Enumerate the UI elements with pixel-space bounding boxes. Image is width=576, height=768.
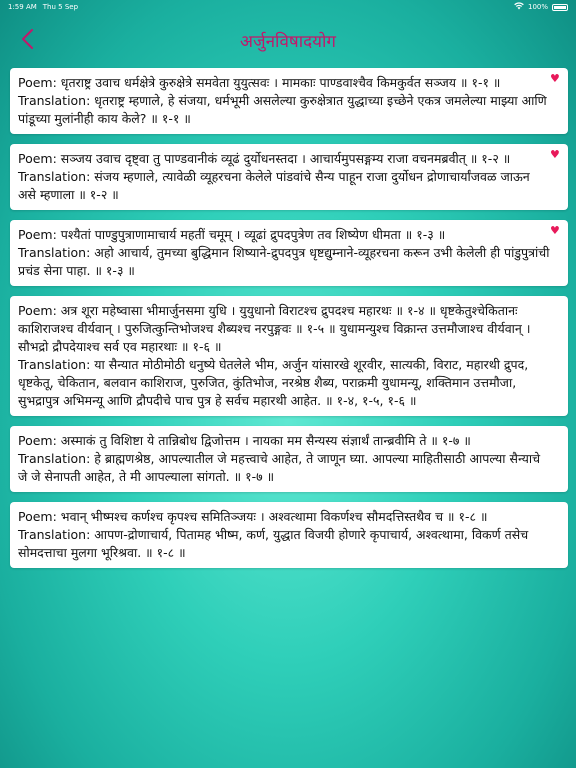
verse-poem: Poem: पश्यैतां पाण्डुपुत्राणामाचार्य महतीं चमूम् । व्यूढां द्रुपदपुत्रेण तव शिष्येण धीमता ॥ १-३ ॥ [18, 227, 446, 242]
verse-card[interactable] [10, 144, 568, 210]
battery-icon [552, 4, 568, 11]
verse-poem: Poem: अत्र शूरा महेष्वासा भीमार्जुनसमा युधि । युयुधानो विराटश्च द्रुपदश्च महारथः ॥ १-४ ॥ धृष्टकेतुश्चेकितानः काशिराजश्च वीर्यवान् । पुरुजित्कुन्तिभोजश्च शैब्यश्च नरपुङ्गवः ॥ १-५ ॥ युधामन्युश्च विक्रान्त उत्तमौजाश्च वीर्यवान् । सौभद्रो द्रौपदेयाश्च सर्व एव महारथाः ॥ १-६ ॥ [18, 303, 531, 354]
verse-poem: Poem: अस्माकं तु विशिष्टा ये तान्निबोध द्विजोत्तम । नायका मम सैन्यस्य संज्ञार्थं तान्ब्रवीमि ते ॥ १-७ ॥ [18, 433, 471, 448]
verse-card[interactable] [10, 68, 568, 134]
verse-translation: Translation: हे ब्राह्मणश्रेष्ठ, आपल्यातील जे महत्त्वाचे आहेत, ते जाणून घ्या. आपल्या माहितीसाठी आपल्या सैन्याचे जे जे सेनापती आहेत, ते मी आपल्याला सांगतो. ॥ १-७ ॥ [18, 451, 541, 484]
verse-card[interactable] [10, 220, 568, 286]
status-date: Thu 5 Sep [42, 3, 79, 11]
verse-translation: Translation: धृतराष्ट्र म्हणाले, हे संजया, धर्मभूमी असलेल्या कुरुक्षेत्रात युद्धाच्या इच्छेने एकत्र जमलेल्या माझ्या आणि पांडूच्या मुलांनीही काय केले? ॥ १-१ ॥ [18, 93, 547, 126]
status-time: 1:59 AM [8, 3, 37, 11]
verse-poem: Poem: भवान् भीष्मश्च कर्णश्च कृपश्च समितिञ्जयः । अश्वत्थामा विकर्णश्च सौमदत्तिस्तथैव च ॥ १-८ ॥ [18, 509, 488, 524]
verse-translation: Translation: आपण-द्रोणाचार्य, पितामह भीष्म, कर्ण, युद्धात विजयी होणारे कृपाचार्य, अश्वत्थामा, विकर्ण तसेच सोमदत्ताचा मुलगा भूरिश्रवा. ॥ १-८ ॥ [18, 527, 529, 560]
verse-translation: Translation: अहो आचार्य, तुमच्या बुद्धिमान शिष्याने-द्रुपदपुत्र धृष्टद्युम्नाने-व्यूहरचना करून उभी केलेली ही पांडुपुत्रांची प्रचंड सेना पाहा. ॥ १-३ ॥ [18, 245, 550, 278]
heart-icon[interactable]: ♥ [550, 224, 560, 237]
battery-percent: 100% [527, 3, 548, 11]
verse-card[interactable] [10, 502, 568, 568]
wifi-icon [514, 2, 524, 12]
status-bar [0, 0, 576, 14]
verse-translation: Translation: संजय म्हणाले, त्यावेळी व्यूहरचना केलेले पांडवांचे सैन्य पाहून राजा दुर्योधन द्रोणाचार्यांजवळ जाऊन असे म्हणाला ॥ १-२ ॥ [18, 169, 530, 202]
verse-poem: Poem: सञ्जय उवाच दृष्ट्वा तु पाण्डवानीकं व्यूढं दुर्योधनस्तदा । आचार्यमुपसङ्गम्य राजा वचनमब्रवीत् ॥ १-२ ॥ [18, 151, 511, 166]
chevron-left-icon [20, 28, 34, 50]
nav-bar [0, 20, 576, 60]
page-title: अर्जुनविषादयोग [240, 31, 336, 52]
back-button[interactable] [14, 24, 40, 54]
verse-card[interactable] [10, 426, 568, 492]
verse-translation: Translation: या सैन्यात मोठीमोठी धनुष्ये घेतलेले भीम, अर्जुन यांसारखे शूरवीर, सात्यकी, विराट, महारथी द्रुपद, धृष्टकेतू, चेकितान, बलवान काशिराज, पुरुजित, कुंतिभोज, नरश्रेष्ठ शैब्य, पराक्रमी युधामन्यू, शक्तिमान उत्तमौजा, सुभद्रापुत्र अभिमन्यू आणि द्रौपदीचे पाच पुत्र हे सर्वच महारथी आहेत. ॥ १-४, १-५, १-६ ॥ [18, 357, 529, 408]
heart-icon[interactable]: ♥ [550, 72, 560, 85]
heart-icon[interactable]: ♥ [550, 148, 560, 161]
verse-list [10, 68, 568, 578]
verse-poem: Poem: धृतराष्ट्र उवाच धर्मक्षेत्रे कुरुक्षेत्रे समवेता युयुत्सवः । मामकाः पाण्डवाश्चैव किमकुर्वत सञ्जय ॥ १-१ ॥ [18, 75, 501, 90]
verse-card[interactable] [10, 296, 568, 416]
